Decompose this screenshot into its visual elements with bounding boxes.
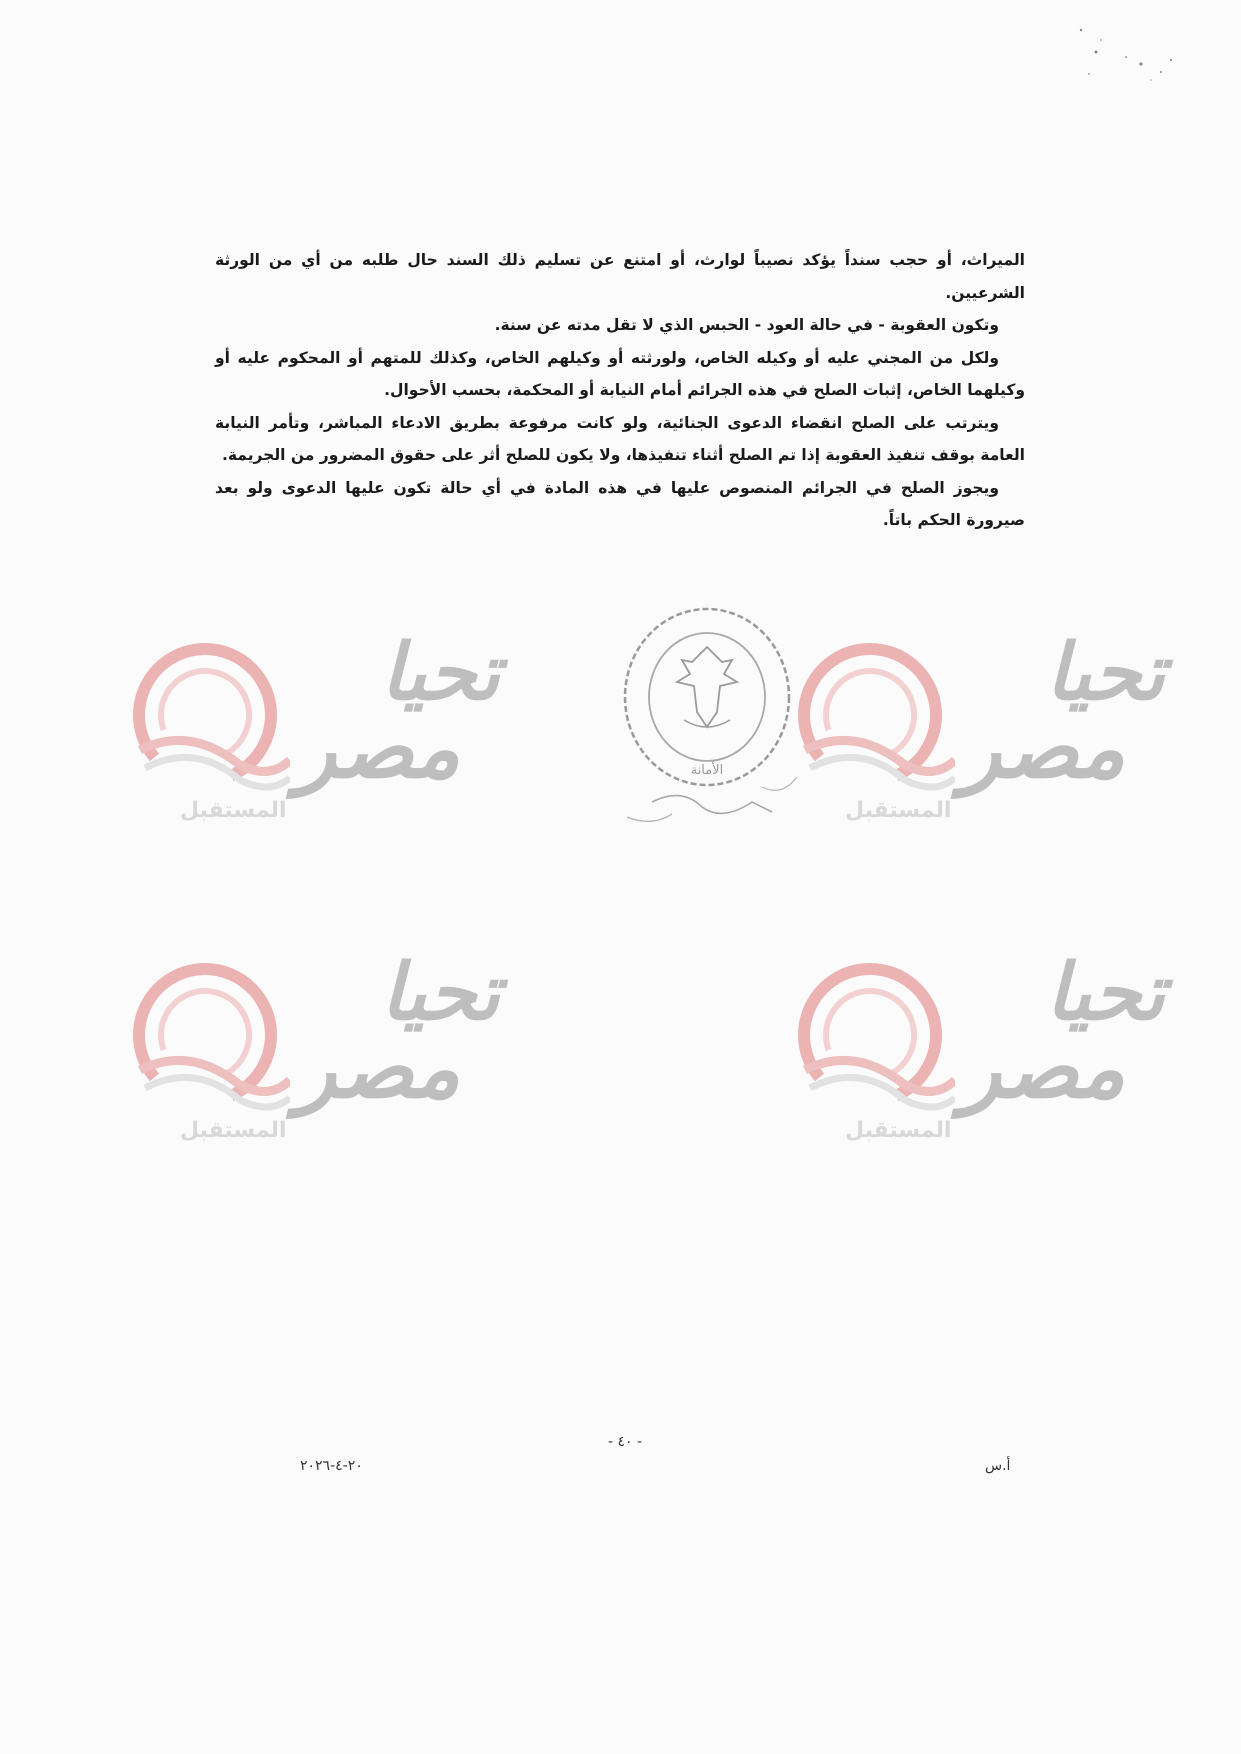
watermark-word: تحيا (1045, 628, 1165, 718)
seal-label: الأمانة (690, 763, 724, 778)
watermark-word: مصر (960, 699, 1125, 797)
scan-noise (1071, 22, 1181, 92)
paragraph: ولكل من المجني عليه أو وكيله الخاص، ولورثته أو وكيلهم الخاص، وكذلك للمتهم أو المحكوم عليه أو وكيلهما الخاص، إثبات الصلح في هذه الجرائم أمام النيابة أو المحكمة، بحسب الأحوال. (215, 348, 1025, 399)
watermark-logo (120, 630, 520, 840)
paragraph: وتكون العقوبة - في حالة العود - الحبس الذي لا تقل مدته عن سنة. (494, 316, 999, 334)
watermark-arc-icon (120, 630, 290, 800)
watermark-arc-icon (120, 950, 290, 1120)
watermark-tagline: المستقبل (845, 1118, 952, 1143)
watermark-tagline: المستقبل (845, 798, 952, 823)
watermark-arc-icon (785, 950, 955, 1120)
watermark-logo (120, 950, 520, 1160)
paragraph: الميراث، أو حجب سنداً يؤكد نصيباً لوارث، أو امتنع عن تسليم ذلك السند حال طلبه من أي من الورثة الشرعيين. (215, 251, 1025, 302)
watermark-logo (785, 630, 1185, 840)
footer-date: ٢٠-٤-٢٠٢٦ (300, 1458, 363, 1474)
paragraph: ويترتب على الصلح انقضاء الدعوى الجنائية، ولو كانت مرفوعة بطريق الادعاء المباشر، وتأمر النيابة العامة بوقف تنفيذ العقوبة إذا تم الصلح أثناء تنفيذها، ولا يكون للصلح أثر على حقوق المضرور من الجريمة. (215, 413, 1025, 464)
watermark-word: مصر (960, 1019, 1125, 1117)
official-seal-icon (612, 602, 812, 832)
watermark-logo (785, 950, 1185, 1160)
article-text (215, 244, 1025, 537)
page-number: - ٤٠ - (607, 1434, 643, 1450)
watermark-word: تحيا (380, 948, 500, 1038)
watermark-tagline: المستقبل (180, 798, 287, 823)
watermark-word: مصر (295, 1019, 460, 1117)
watermark-word: تحيا (1045, 948, 1165, 1038)
watermark-tagline: المستقبل (180, 1118, 287, 1143)
watermark-word: تحيا (380, 628, 500, 718)
paragraph: ويجوز الصلح في الجرائم المنصوص عليها في هذه المادة في أي حالة تكون عليها الدعوى ولو بعد صيرورة الحكم باتاً. (215, 478, 1025, 529)
footer-initials: أ.س (985, 1458, 1011, 1474)
watermark-word: مصر (295, 699, 460, 797)
